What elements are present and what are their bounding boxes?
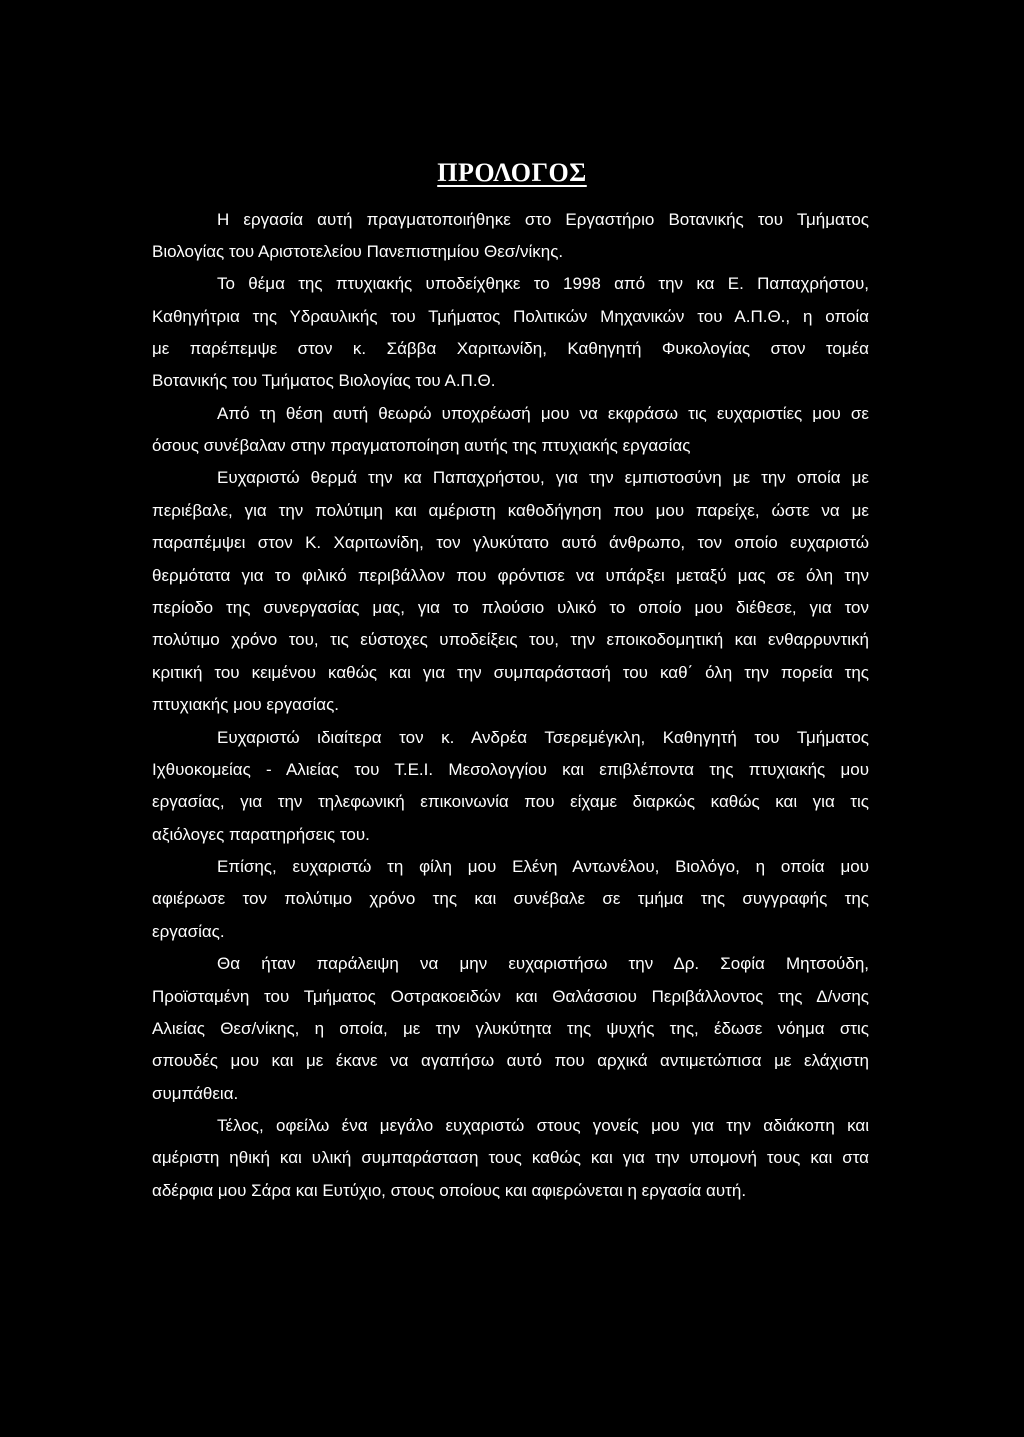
text-line: Ευχαριστώ θερμά την κα Παπαχρήστου, για την εμπιστοσύνη με την οποία με: [217, 468, 869, 487]
text-line: περίοδο της συνεργασίας μας, για το πλούσιο υλικό το οποίο μου διέθεσε, για τον: [152, 598, 869, 617]
text-line: συμπάθεια.: [152, 1084, 239, 1103]
text-line: πτυχιακής μου εργασίας.: [152, 695, 339, 714]
text-line: με παρέπεμψε στον κ. Σάββα Χαριτωνίδη, Καθηγητή Φυκολογίας στον τομέα: [152, 339, 869, 358]
text-line: Τέλος, οφείλω ένα μεγάλο ευχαριστώ στους γονείς μου για την αδιάκοπη και: [217, 1116, 869, 1135]
text-line: εργασίας, για την τηλεφωνική επικοινωνία που είχαμε διαρκώς καθώς και για τις: [152, 792, 869, 811]
text-line: κριτική του κειμένου καθώς και για την συμπαράστασή του καθ΄ όλη την πορεία της: [152, 663, 869, 682]
text-line: Ιχθυοκομείας - Αλιείας του Τ.Ε.Ι. Μεσολογγίου και επιβλέποντα της πτυχιακής μου: [152, 760, 869, 779]
text-line: παραπέμψει στον Κ. Χαριτωνίδη, τον γλυκύτατο αυτό άνθρωπο, τον οποίο ευχαριστώ: [152, 533, 869, 552]
text-line: Βοτανικής του Τμήματος Βιολογίας του Α.Π.Θ.: [152, 371, 496, 390]
text-line: Από τη θέση αυτή θεωρώ υποχρέωσή μου να εκφράσω τις ευχαριστίες μου σε: [217, 404, 869, 423]
text-line: σπουδές μου και με έκανε να αγαπήσω αυτό που αρχικά αντιμετώπισα με ελάχιστη: [152, 1051, 869, 1070]
text-line: Προϊσταμένη του Τμήματος Οστρακοειδών και Θαλάσσιου Περιβάλλοντος της Δ/νσης: [152, 987, 869, 1006]
text-line: Επίσης, ευχαριστώ τη φίλη μου Ελένη Αντωνέλου, Βιολόγο, η οποία μου: [217, 857, 869, 876]
text-line: αμέριστη ηθική και υλική συμπαράσταση τους καθώς και για την υπομονή τους και στα: [152, 1148, 869, 1167]
text-line: εργασίας.: [152, 922, 225, 941]
text-line: Ευχαριστώ ιδιαίτερα τον κ. Ανδρέα Τσερεμέγκλη, Καθηγητή του Τμήματος: [217, 728, 869, 747]
text-line: αδέρφια μου Σάρα και Ευτύχιο, στους οποίους και αφιερώνεται η εργασία αυτή.: [152, 1181, 747, 1200]
page-title: ΠΡΟΛΟΓΟΣ: [437, 158, 587, 187]
text-line: Καθηγήτρια της Υδραυλικής του Τμήματος Πολιτικών Μηχανικών του Α.Π.Θ., η οποία: [152, 307, 869, 326]
text-line: αξιόλογες παρατηρήσεις του.: [152, 825, 370, 844]
text-line: θερμότατα για το φιλικό περιβάλλον που φρόντισε να υπάρξει μεταξύ μας σε όλη την: [152, 566, 869, 585]
text-line: Θα ήταν παράλειψη να μην ευχαριστήσω την Δρ. Σοφία Μητσούδη,: [217, 954, 869, 973]
text-line: αφιέρωσε τον πολύτιμο χρόνο της και συνέβαλε σε τμήμα της συγγραφής της: [152, 889, 869, 908]
text-line: Το θέμα της πτυχιακής υποδείχθηκε το 1998 από την κα Ε. Παπαχρήστου,: [217, 274, 869, 293]
text-line: περιέβαλε, για την πολύτιμη και αμέριστη καθοδήγηση που μου παρείχε, ώστε να με: [152, 501, 869, 520]
text-line: Η εργασία αυτή πραγματοποιήθηκε στο Εργαστήριο Βοτανικής του Τμήματος: [217, 210, 869, 229]
text-line: Βιολογίας του Αριστοτελείου Πανεπιστημίου Θεσ/νίκης.: [152, 242, 564, 261]
text-line: Αλιείας Θεσ/νίκης, η οποία, με την γλυκύτητα της ψυχής της, έδωσε νόημα στις: [152, 1019, 869, 1038]
text-line: πολύτιμο χρόνο του, τις εύστοχες υποδείξεις του, την εποικοδομητική και ενθαρρυντική: [152, 630, 869, 649]
text-line: όσους συνέβαλαν στην πραγματοποίηση αυτής της πτυχιακής εργασίας: [152, 436, 691, 455]
